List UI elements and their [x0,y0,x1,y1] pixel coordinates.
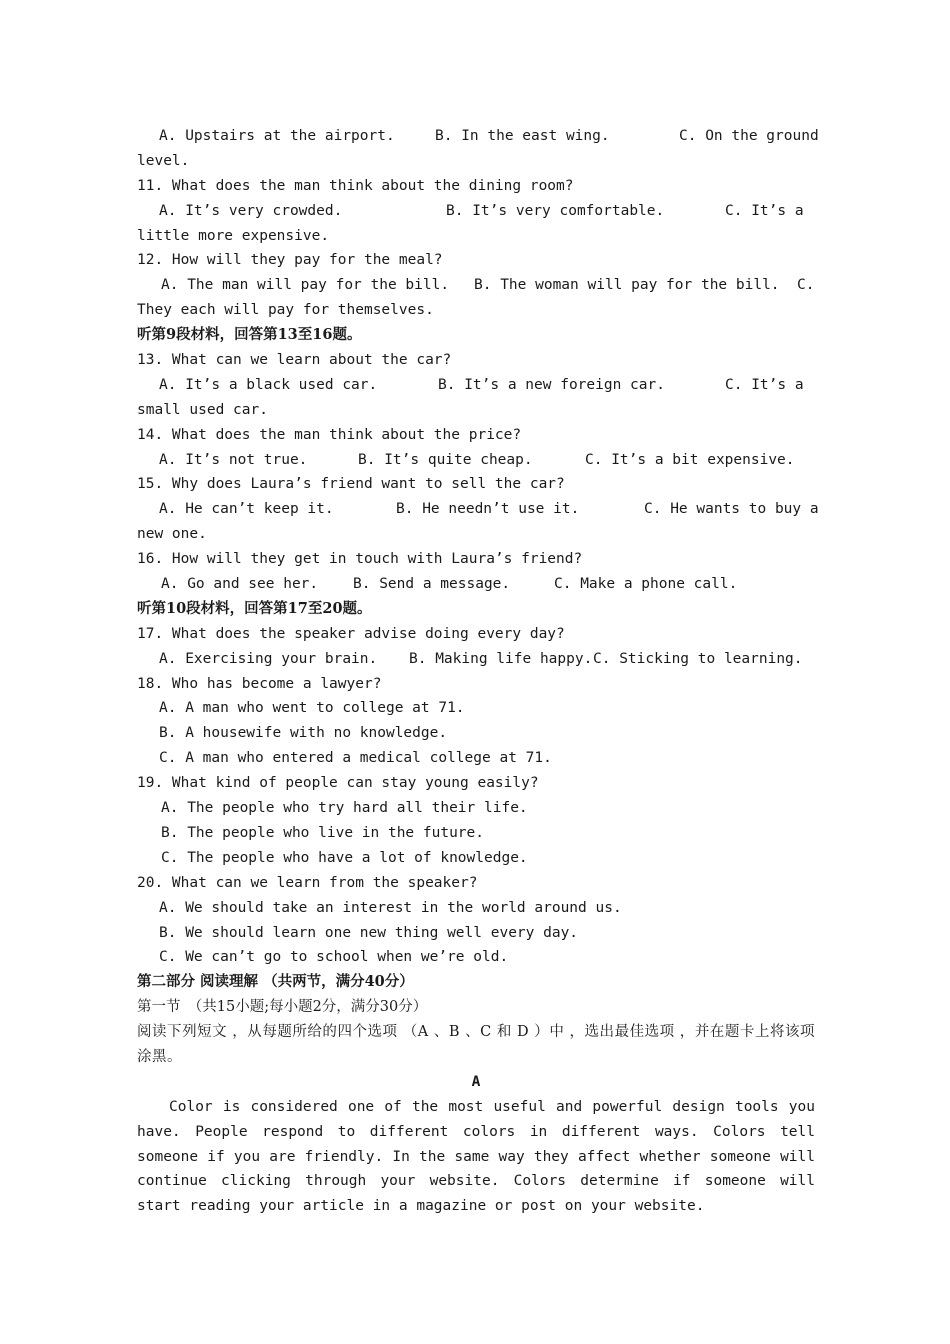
option-b: B. A housewife with no knowledge. [159,725,448,742]
section-heading: 听第9段材料，回答第13至16题。 [137,326,362,344]
option-a: A. It’s very crowded. [159,202,343,219]
option-a: A. The people who try hard all their life. [161,800,528,817]
option-a: A. A man who went to college at 71. [159,700,465,717]
question-17-options [137,647,815,672]
option-a: A. Exercising your brain. [159,650,378,667]
section-heading: 听第10段材料，回答第17至20题。 [137,599,372,617]
option-c: C. It’s a bit expensive. [585,451,795,468]
option-b: B. In the east wing. [435,128,610,144]
option-c: C. [797,277,815,294]
question-20-stem: 20. What can we learn from the speaker? [137,874,478,891]
option-b: B. The people who live in the future. [161,824,485,841]
option-c: C. It’s a [725,376,804,393]
option-b: B. We should learn one new thing well every day. [159,924,579,941]
question-16-options [137,572,815,597]
question-19-stem: 19. What kind of people can stay young easily? [137,775,539,792]
option-continuation: little more expensive. [137,227,330,244]
option-continuation: small used car. [137,401,268,418]
option-a: A. We should take an interest in the world around us. [159,899,622,916]
option-continuation: They each will pay for themselves. [137,302,434,319]
passage-label: A [471,1073,481,1090]
option-c: C. Sticking to learning. [593,650,803,667]
option-b: B. It’s very comfortable. [446,202,665,219]
option-c: C. A man who entered a medical college at 71. [159,750,552,767]
option-b: B. Send a message. [353,576,511,593]
option-b: B. It’s quite cheap. [358,451,533,468]
question-11-stem: 11. What does the man think about the dining room? [137,177,574,194]
question-17-stem: 17. What does the speaker advise doing every day? [137,625,565,642]
option-continuation: level. [137,152,190,169]
option-c: C. On the ground [679,128,819,144]
option-b: B. Making life happy. [409,650,593,667]
question-18-stem: 18. Who has become a lawyer? [137,675,382,692]
option-c: C. The people who have a lot of knowledge. [161,849,528,866]
section-subtitle: 第一节 （共15小题;每小题2分，满分30分） [137,999,428,1016]
option-c: C. He wants to buy a [644,501,819,518]
option-b: B. He needn’t use it. [396,501,580,518]
option-a: A. Go and see her. [161,576,319,593]
document-content [137,124,819,1219]
question-14-options [137,448,815,473]
part-title: 第二部分 阅读理解 （共两节，满分40分） [137,973,414,991]
question-14-stem: 14. What does the man think about the price? [137,426,522,443]
question-16-stem: 16. How will they get in touch with Laura’s friend? [137,551,583,568]
instructions: 阅读下列短文 ，从每题所给的四个选项 （A 、B 、C 和 D ）中 ，选出最佳选项 ，并在题卡上将该项涂黑。 [137,1024,815,1065]
passage-text: Color is considered one of the most useful and powerful design tools you have. People respond to different colors in different ways. Colors tell someone if you are friendly. In the same way they affect whether someone will continue clicking through your website. Colors determine if someone will start reading your article in a magazine or post on your website. [137,1098,815,1215]
option-b: B. It’s a new foreign car. [438,376,665,393]
question-13-options [137,373,815,398]
question-13-stem: 13. What can we learn about the car? [137,352,452,369]
question-12-options [137,273,815,298]
option-a: A. The man will pay for the bill. [161,277,450,294]
option-c: C. Make a phone call. [554,576,738,593]
option-a: A. Upstairs at the airport. [159,128,395,144]
question-10-options [137,124,819,149]
option-b: B. The woman will pay for the bill. [474,277,780,294]
option-a: A. He can’t keep it. [159,501,334,518]
option-continuation: new one. [137,526,207,543]
question-15-options [137,497,819,522]
question-11-options [137,199,815,224]
option-c: C. We can’t go to school when we’re old. [159,949,509,966]
option-a: A. It’s a black used car. [159,376,378,393]
option-c: C. It’s a [725,202,804,219]
question-15-stem: 15. Why does Laura’s friend want to sell the car? [137,476,565,493]
question-12-stem: 12. How will they pay for the meal? [137,252,443,269]
option-a: A. It’s not true. [159,451,308,468]
